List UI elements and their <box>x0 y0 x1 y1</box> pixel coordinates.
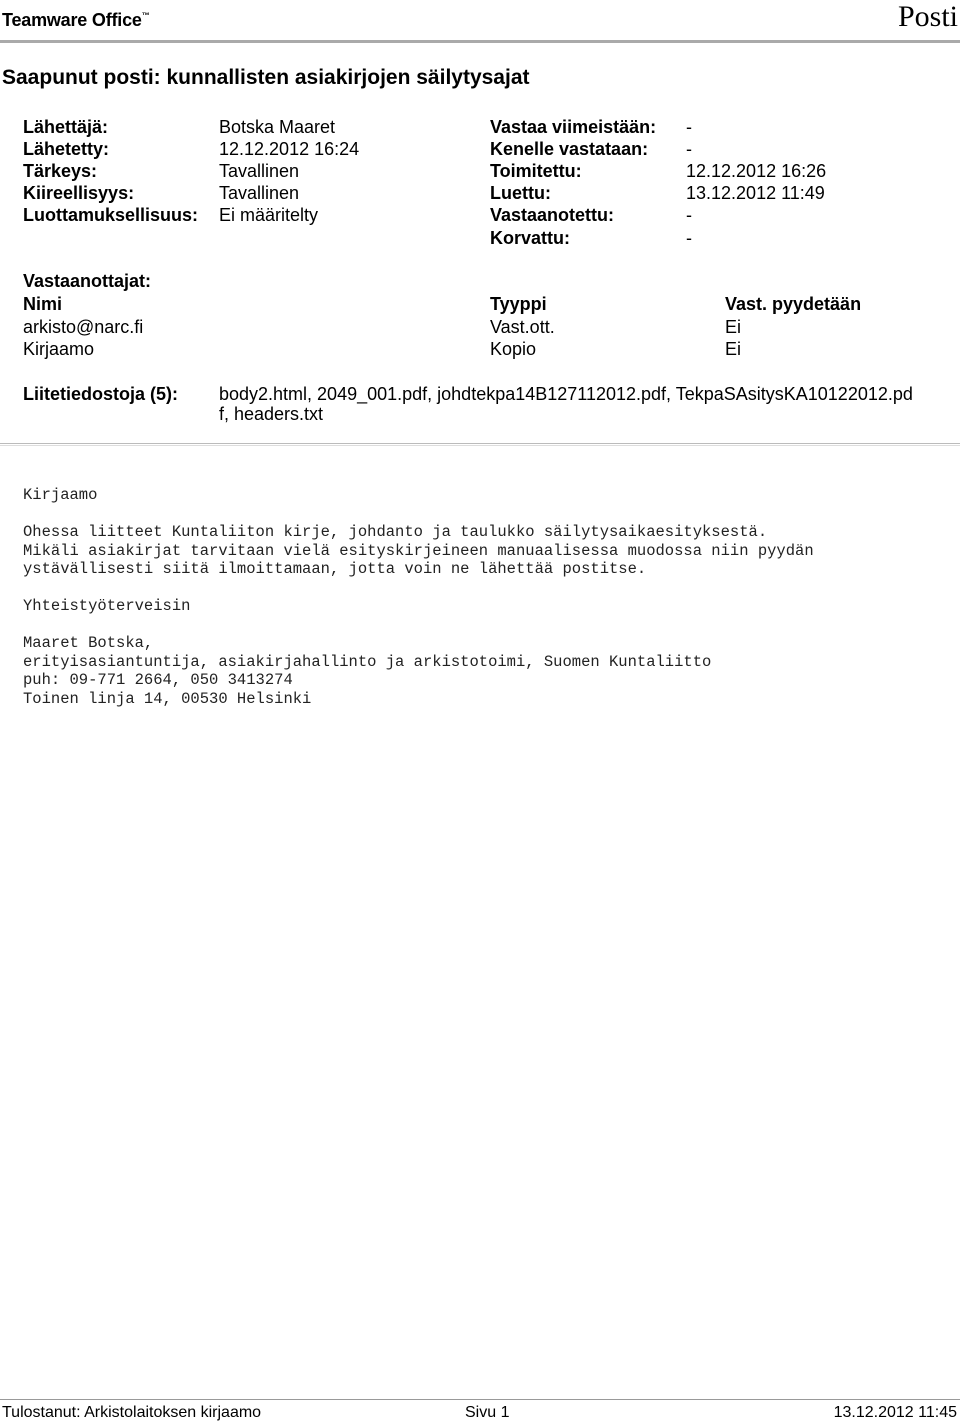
reply-by-value: - <box>686 117 692 137</box>
body-divider <box>0 443 960 444</box>
reply-to-label: Kenelle vastataan: <box>490 139 649 159</box>
recipient-name: Kirjaamo <box>23 339 95 359</box>
read-label: Luettu: <box>490 183 551 203</box>
attachments-list-line2: f, headers.txt <box>219 404 324 424</box>
sender-value: Botska Maaret <box>219 117 336 137</box>
importance-label: Tärkeys: <box>23 161 98 181</box>
importance-value: Tavallinen <box>219 161 300 181</box>
reply-to-value: - <box>686 139 692 159</box>
footer-divider <box>0 1399 960 1400</box>
urgency-value: Tavallinen <box>219 183 300 203</box>
replaced-label: Korvattu: <box>490 228 570 248</box>
recipients-col-type: Tyyppi <box>490 294 547 314</box>
recipients-col-name: Nimi <box>23 294 63 314</box>
recipient-name: arkisto@narc.fi <box>23 317 144 337</box>
footer-printed-at: 13.12.2012 11:45 <box>833 1404 957 1421</box>
document-type-title: Posti <box>897 0 958 33</box>
footer-page-number: Sivu 1 <box>465 1404 510 1421</box>
recipient-reply-requested: Ei <box>725 317 742 337</box>
body-divider-shadow <box>0 445 960 446</box>
received-label: Vastaanotettu: <box>490 205 615 225</box>
delivered-label: Toimitettu: <box>490 161 582 181</box>
header-divider <box>0 40 960 43</box>
replaced-value: - <box>686 228 692 248</box>
recipients-heading: Vastaanottajat: <box>23 271 152 291</box>
urgency-label: Kiireellisyys: <box>23 183 135 203</box>
recipient-type: Vast.ott. <box>490 317 555 337</box>
app-logo <box>2 10 150 31</box>
reply-by-label: Vastaa viimeistään: <box>490 117 657 137</box>
read-value: 13.12.2012 11:49 <box>686 183 825 203</box>
confidentiality-label: Luottamuksellisuus: <box>23 205 199 225</box>
trademark-mark: ™ <box>141 11 150 20</box>
sent-label: Lähetetty: <box>23 139 110 159</box>
recipients-col-reply-requested: Vast. pyydetään <box>725 294 862 314</box>
delivered-value: 12.12.2012 16:26 <box>686 161 827 181</box>
message-body: Kirjaamo Ohessa liitteet Kuntaliiton kirje, johdanto ja taulukko säilytysaikaesityksestä. Mikäli asiakirjat tarvitaan vielä esityskirjeineen manuaalisessa muodossa niin pyydän ystävällisesti siitä ilmoittamaan, jotta voin ne lähettää postitse. Yhteistyöterveisin Maaret Botska, erityisasiantuntija, asiakirjahallinto ja arkistotoimi, Suomen Kuntaliitto puh: 09-771 2664, 050 3413274 Toinen linja 14, 00530 Helsinki <box>23 486 814 708</box>
confidentiality-value: Ei määritelty <box>219 205 319 225</box>
recipient-type: Kopio <box>490 339 537 359</box>
footer-printed-by: Tulostanut: Arkistolaitoksen kirjaamo <box>2 1404 262 1421</box>
attachments-label: Liitetiedostoja (5): <box>23 384 179 404</box>
recipient-reply-requested: Ei <box>725 339 742 359</box>
logo-text: Teamware Office <box>2 10 142 30</box>
sender-label: Lähettäjä: <box>23 117 109 137</box>
received-value: - <box>686 205 692 225</box>
sent-value: 12.12.2012 16:24 <box>219 139 360 159</box>
message-subject: Saapunut posti: kunnallisten asiakirjojen säilytysajat <box>2 66 530 89</box>
attachments-list-line1: body2.html, 2049_001.pdf, johdtekpa14B127112012.pdf, TekpaSAsitysKA10122012.pd <box>219 384 913 404</box>
